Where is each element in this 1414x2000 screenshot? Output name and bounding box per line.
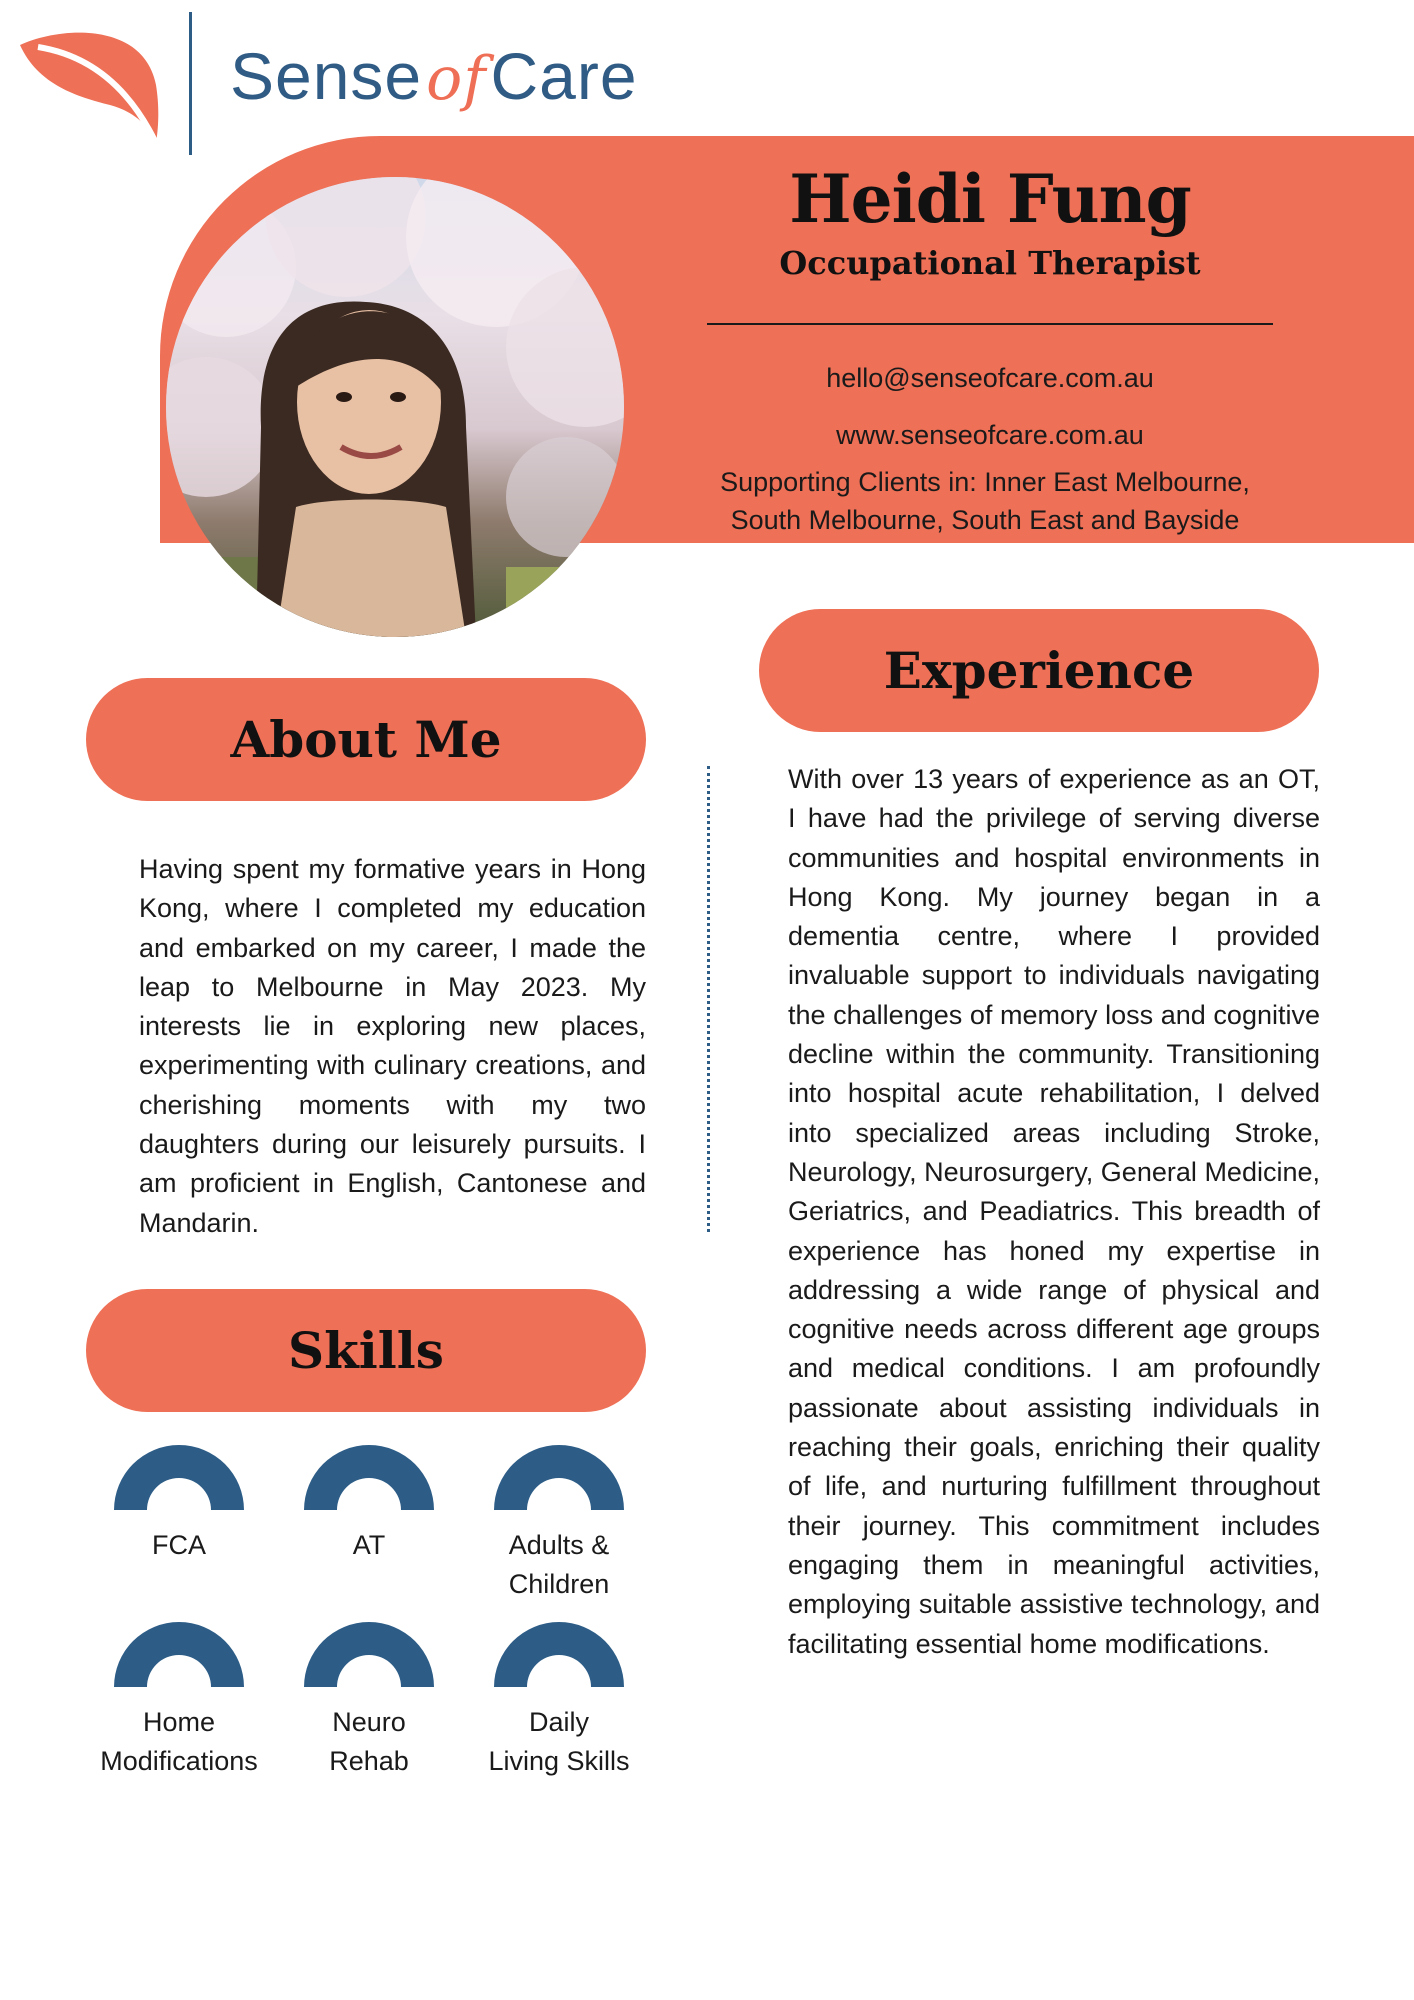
skill-label — [459, 1526, 659, 1604]
skills-heading: Skills — [86, 1289, 646, 1412]
logo-word-of: of — [426, 44, 487, 114]
skill-arc-icon — [304, 1445, 434, 1510]
skill-label-line-1: Daily — [528, 1707, 589, 1737]
skill-arc-icon — [494, 1445, 624, 1510]
skill-label-line-2: Children — [508, 1569, 610, 1599]
person-name: Heidi Fung — [789, 160, 1191, 238]
skill-label — [79, 1703, 279, 1781]
logo-word-sense: Sense — [230, 39, 423, 113]
skill-item — [459, 1622, 659, 1781]
person-role: Occupational Therapist — [779, 244, 1201, 282]
logo-word-care: Care — [490, 39, 638, 113]
skill-label — [459, 1703, 659, 1781]
experience-heading: Experience — [759, 609, 1319, 732]
skill-label-line-1: FCA — [152, 1530, 206, 1560]
skill-label — [269, 1703, 469, 1781]
skill-arc-icon — [494, 1622, 624, 1687]
service-areas-line-1: Supporting Clients in: Inner East Melbourne, — [720, 467, 1250, 497]
experience-text: With over 13 years of experience as an OT, I have had the privilege of serving diverse communities and hospital environments in Hong Kong. My journey began in a dementia centre, where I provided invaluable support to individuals navigating the challenges of memory loss and cognitive decline within the community. Transitioning into hospital acute rehabilitation, I delved into specialized areas including Stroke, Neurology, Neurosurgery, General Medicine, Geriatrics, and Peadiatrics. This breadth of experience has honed my expertise in addressing a wide range of physical and cognitive needs across different age groups and medical conditions. I am profoundly passionate about assisting individuals in reaching their goals, enriching their quality of life, and nurturing fulfillment throughout their journey. This commitment includes engaging them in meaningful activities, employing suitable assistive technology, and facilitating essential home modifications. — [788, 764, 1320, 1659]
skill-label-line-1: Home — [142, 1707, 216, 1737]
skill-arc-icon — [304, 1622, 434, 1687]
header-divider — [707, 323, 1273, 325]
logo-leaf-icon — [18, 25, 163, 145]
logo-divider — [189, 12, 192, 155]
skill-label-line-1: Adults & — [508, 1530, 610, 1560]
skill-label-line-2: Rehab — [329, 1746, 409, 1776]
about-text: Having spent my formative years in Hong Kong, where I completed my education and embarked on my career, I made the leap to Melbourne in May 2023. My interests lie in exploring new places, experimenting with culinary creations, and cherishing moments with my two daughters during our leisurely pursuits. I am proficient in English, Cantonese and Mandarin. — [139, 854, 646, 1238]
skill-arc-icon — [114, 1622, 244, 1687]
service-areas — [665, 463, 1305, 539]
skill-item — [79, 1622, 279, 1781]
skill-item — [269, 1445, 469, 1565]
skill-label-line-1: Neuro — [332, 1707, 406, 1737]
skill-item — [79, 1445, 279, 1565]
skill-item — [459, 1445, 659, 1604]
profile-photo-illustration — [166, 177, 624, 637]
skill-label-line-2: Living Skills — [488, 1746, 630, 1776]
skill-arc-icon — [114, 1445, 244, 1510]
skill-label — [269, 1526, 469, 1565]
service-areas-line-2: South Melbourne, South East and Bayside — [730, 505, 1240, 535]
skill-item — [269, 1622, 469, 1781]
profile-photo — [166, 177, 624, 637]
website-link[interactable]: www.senseofcare.com.au — [836, 420, 1144, 450]
logo-wordmark — [230, 38, 638, 114]
dotted-divider — [707, 766, 710, 1232]
skill-label-line-1: AT — [352, 1530, 386, 1560]
skill-label — [79, 1526, 279, 1565]
skill-label-line-2: Modifications — [100, 1746, 258, 1776]
email-link[interactable]: hello@senseofcare.com.au — [826, 363, 1154, 393]
about-heading: About Me — [86, 678, 646, 801]
